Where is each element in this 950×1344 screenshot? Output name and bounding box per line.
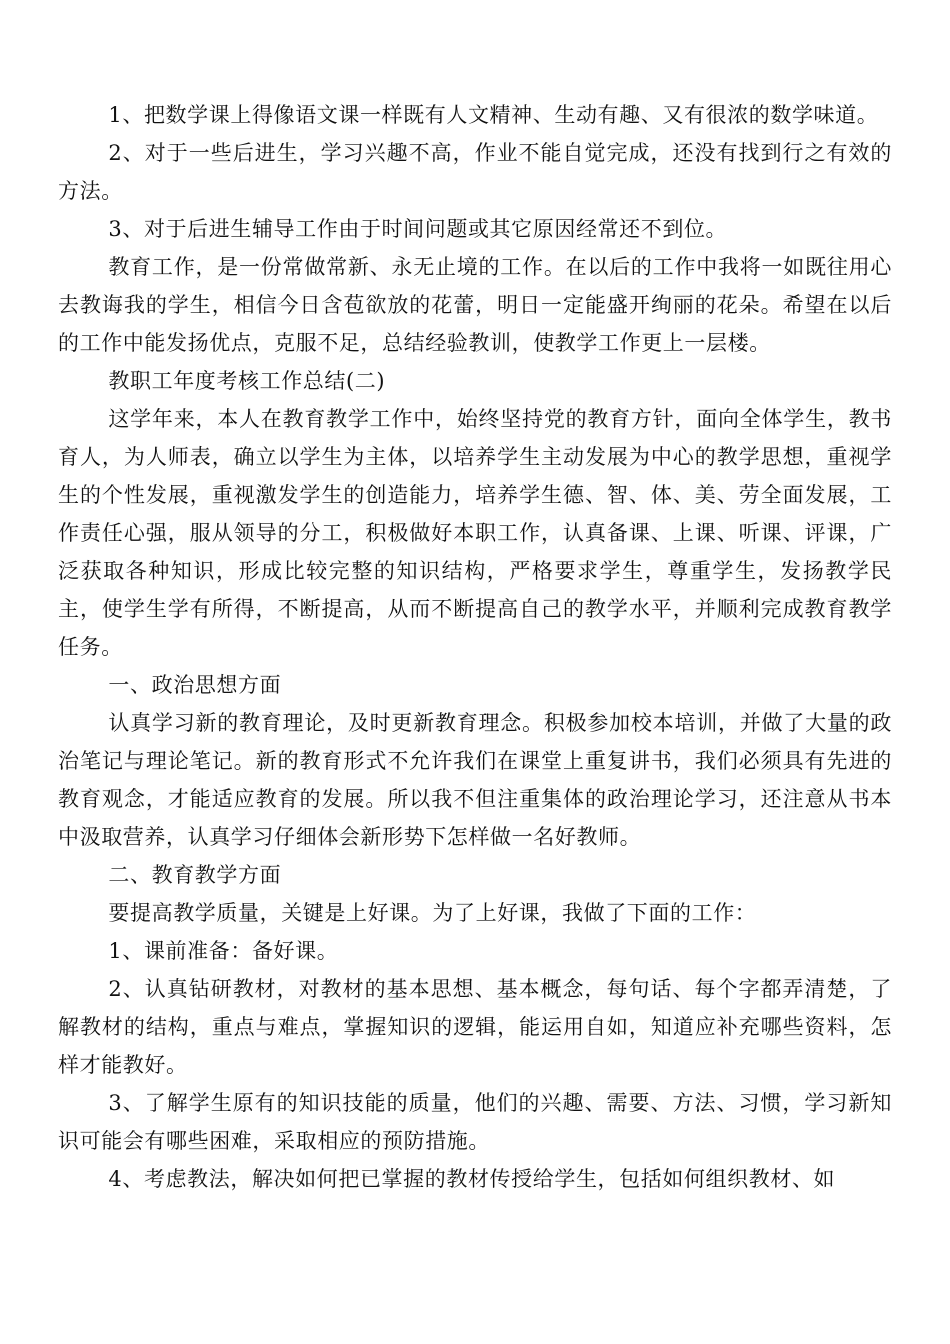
paragraph-prep-1: 1、课前准备：备好课。 bbox=[108, 939, 339, 963]
paragraph-list-item-1: 1、把数学课上得像语文课一样既有人文精神、生动有趣、又有很浓的数学味道。 bbox=[108, 103, 879, 127]
paragraph-closing-remarks: 教育工作，是一份常做常新、永无止境的工作。在以后的工作中我将一如既往用心去教诲我的学生，相信今日含苞欲放的花蕾，明日一定能盛开绚丽的花朵。希望在以后的工作中能发扬优点，克服不足，总结经验教训，使教学工作更上一层楼。 bbox=[58, 255, 892, 355]
paragraph-list-item-3: 3、对于后进生辅导工作由于时间问题或其它原因经常还不到位。 bbox=[108, 217, 728, 241]
paragraph-prep-3: 3、了解学生原有的知识技能的质量，他们的兴趣、需要、方法、习惯，学习新知识可能会有哪些困难，采取相应的预防措施。 bbox=[58, 1091, 892, 1153]
paragraph-prep-4: 4、考虑教法，解决如何把已掌握的教材传授给学生，包括如何组织教材、如 bbox=[108, 1167, 836, 1191]
paragraph-teaching-intro: 要提高教学质量，关键是上好课。为了上好课，我做了下面的工作： bbox=[108, 901, 757, 925]
paragraph-list-item-2: 2、对于一些后进生，学习兴趣不高，作业不能自觉完成，还没有找到行之有效的方法。 bbox=[58, 141, 892, 203]
section-heading-teaching: 二、教育教学方面 bbox=[108, 863, 282, 887]
section-title: 教职工年度考核工作总结(二) bbox=[108, 369, 386, 393]
document-body bbox=[58, 96, 892, 1198]
section-heading-political: 一、政治思想方面 bbox=[108, 673, 282, 697]
paragraph-political: 认真学习新的教育理论，及时更新教育理念。积极参加校本培训，并做了大量的政治笔记与理论笔记。新的教育形式不允许我们在课堂上重复讲书，我们必须具有先进的教育观念，才能适应教育的发展。所以我不但注重集体的政治理论学习，还注意从书本中汲取营养，认真学习仔细体会新形势下怎样做一名好教师。 bbox=[58, 711, 892, 849]
paragraph-prep-2: 2、认真钻研教材，对教材的基本思想、基本概念，每句话、每个字都弄清楚，了解教材的结构，重点与难点，掌握知识的逻辑，能运用自如，知道应补充哪些资料，怎样才能教好。 bbox=[58, 977, 892, 1077]
paragraph-intro: 这学年来，本人在教育教学工作中，始终坚持党的教育方针，面向全体学生，教书育人，为人师表，确立以学生为主体，以培养学生主动发展为中心的教学思想，重视学生的个性发展，重视激发学生的创造能力，培养学生德、智、体、美、劳全面发展，工作责任心强，服从领导的分工，积极做好本职工作，认真备课、上课、听课、评课，广泛获取各种知识，形成比较完整的知识结构，严格要求学生，尊重学生，发扬教学民主，使学生学有所得，不断提高，从而不断提高自己的教学水平，并顺利完成教育教学任务。 bbox=[58, 407, 892, 659]
